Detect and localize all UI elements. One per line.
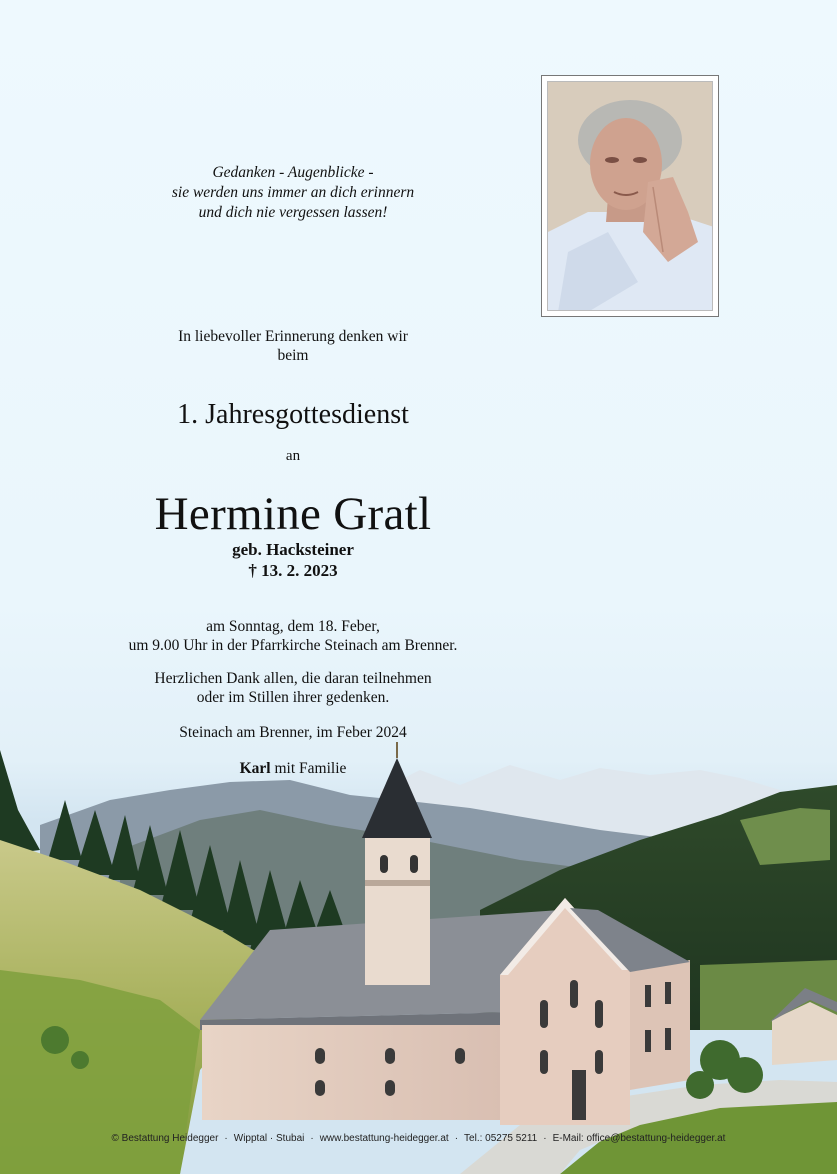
details-line: um 9.00 Uhr in der Pfarrkirche Steinach am Brenner. (128, 637, 458, 654)
church-landscape-image (0, 730, 837, 1174)
footer-separator: · (454, 1133, 459, 1144)
deceased-death-date: † 13. 2. 2023 (248, 561, 338, 580)
thanks-text (100, 669, 486, 707)
deceased-birth-name: geb. Hacksteiner (232, 540, 354, 559)
signature-name: Karl (239, 760, 271, 777)
footer-email-link[interactable]: E-Mail: office@bestattung-heidegger.at (552, 1133, 726, 1144)
intro-text (100, 327, 486, 365)
footer-separator: · (224, 1133, 228, 1144)
poem-line: sie werden uns immer an dich erinnern (171, 184, 415, 201)
memorial-poem (100, 163, 486, 223)
details-line: am Sonntag, dem 18. Feber, (206, 618, 380, 635)
deceased-name: Hermine Gratl (154, 488, 432, 540)
signature (100, 759, 486, 778)
thanks-line: Herzlichen Dank allen, die daran teilnehmen (154, 670, 432, 687)
footer-region: Wipptal · Stubai (233, 1133, 305, 1144)
intro-line: beim (277, 347, 309, 364)
poem-line: und dich nie vergessen lassen! (198, 204, 388, 221)
service-title: 1. Jahresgottesdienst (177, 399, 409, 430)
footer-separator: · (543, 1133, 547, 1144)
service-details (100, 617, 486, 655)
footer-separator: · (310, 1133, 314, 1144)
intro-line: In liebevoller Erinnerung denken wir (178, 328, 408, 345)
footer (0, 1133, 837, 1144)
poem-line: Gedanken - Augenblicke - (212, 164, 374, 181)
portrait-photo (547, 81, 713, 311)
connector-text: an (285, 448, 301, 464)
place-date: Steinach am Brenner, im Feber 2024 (179, 724, 407, 741)
signature-rest: mit Familie (270, 760, 347, 777)
footer-website-link[interactable]: www.bestattung-heidegger.at (319, 1133, 449, 1144)
thanks-line: oder im Stillen ihrer gedenken. (196, 689, 390, 706)
portrait-photo-frame (541, 75, 719, 317)
footer-phone[interactable]: Tel.: 05275 5211 (464, 1133, 538, 1144)
footer-copyright: © Bestattung Heidegger (111, 1133, 219, 1144)
